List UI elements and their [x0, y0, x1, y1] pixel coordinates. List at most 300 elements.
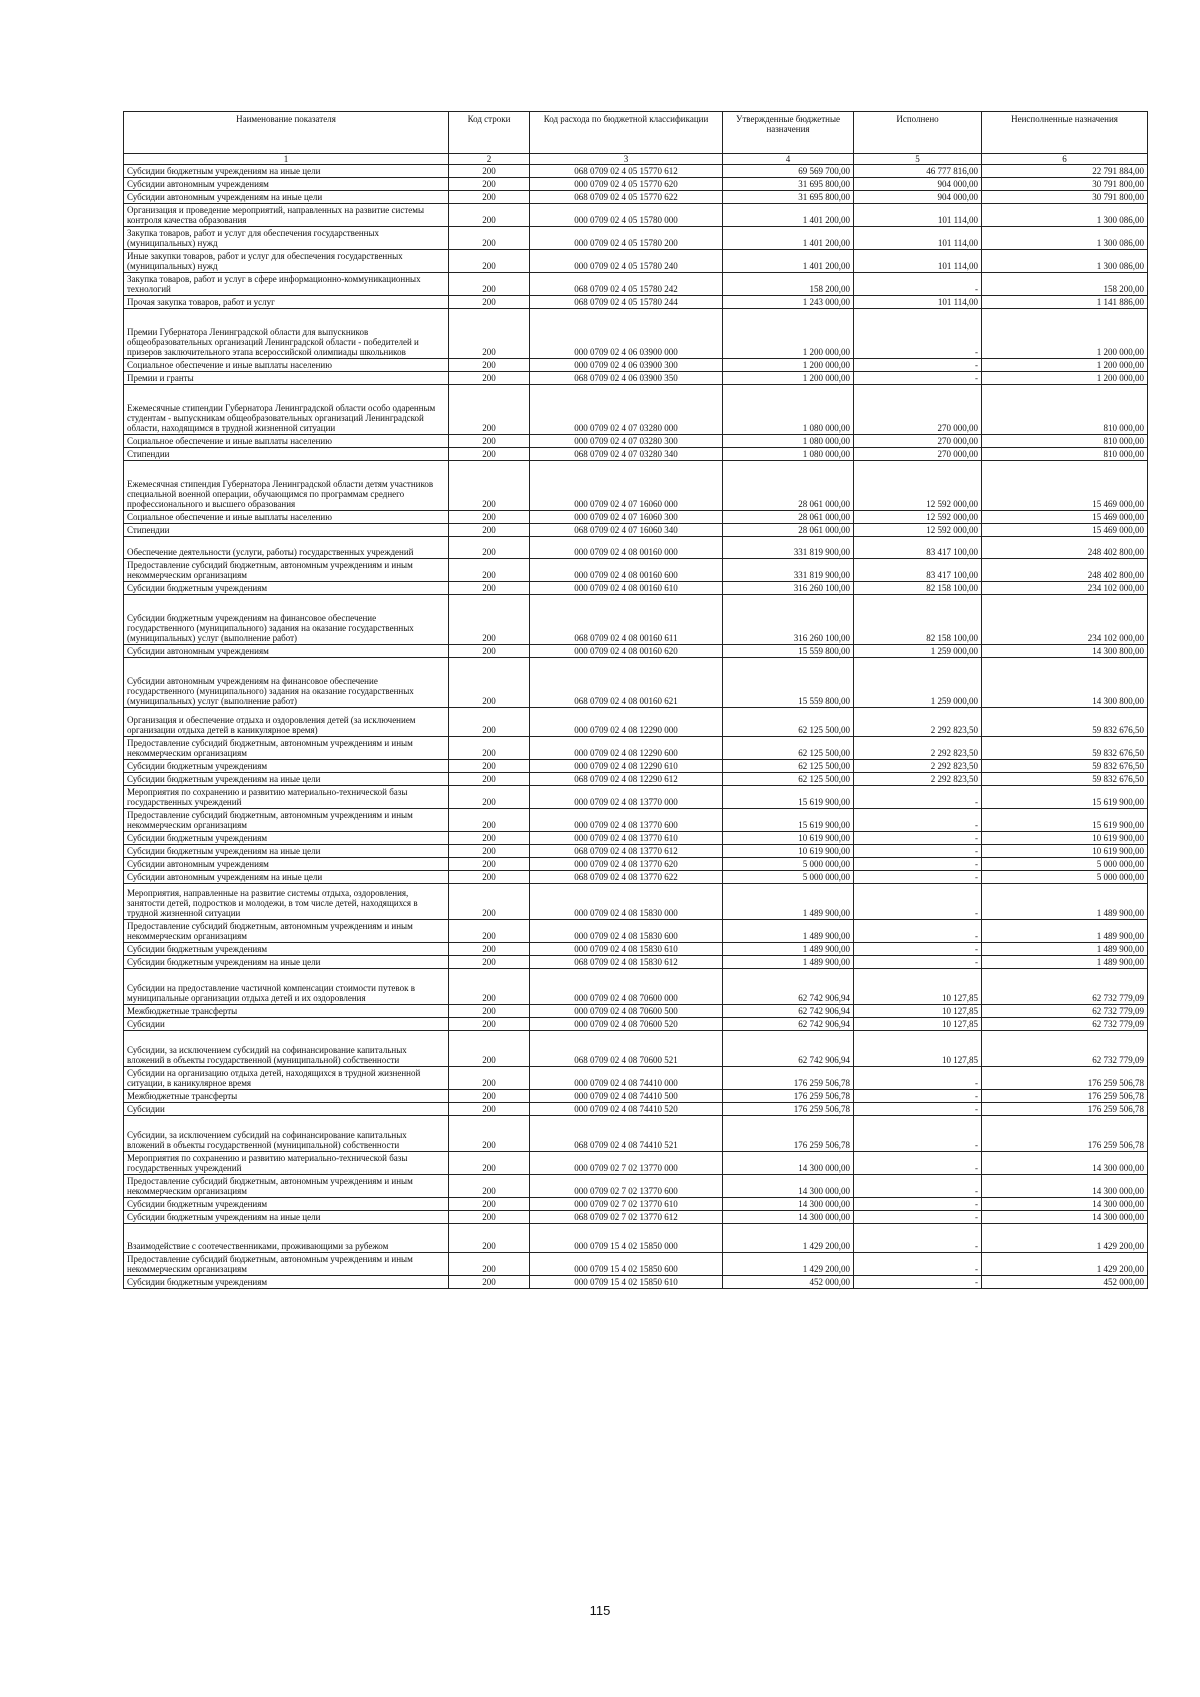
- row-name: Субсидии: [124, 1018, 449, 1031]
- row-unexecuted: 1 300 086,00: [982, 250, 1148, 273]
- table-row: [124, 191, 1148, 204]
- row-executed: -: [854, 1103, 982, 1116]
- row-line-code: 200: [449, 1103, 530, 1116]
- row-executed: 83 417 100,00: [854, 559, 982, 582]
- column-number: 5: [854, 154, 982, 165]
- row-approved: 10 619 900,00: [723, 832, 854, 845]
- row-approved: 1 200 000,00: [723, 372, 854, 385]
- row-executed: 101 114,00: [854, 250, 982, 273]
- row-kbk: 000 0709 15 4 02 15850 000: [530, 1224, 723, 1253]
- row-unexecuted: 62 732 779,09: [982, 1031, 1148, 1067]
- table-row: [124, 296, 1148, 309]
- row-approved: 62 742 906,94: [723, 1031, 854, 1067]
- row-unexecuted: 10 619 900,00: [982, 845, 1148, 858]
- table-row: [124, 559, 1148, 582]
- row-line-code: 200: [449, 809, 530, 832]
- row-kbk: 068 0709 02 4 05 15780 244: [530, 296, 723, 309]
- row-unexecuted: 176 259 506,78: [982, 1103, 1148, 1116]
- row-name: Субсидии бюджетным учреждениям: [124, 1198, 449, 1211]
- row-kbk: 068 0709 02 4 05 15770 622: [530, 191, 723, 204]
- row-line-code: 200: [449, 435, 530, 448]
- row-unexecuted: 234 102 000,00: [982, 582, 1148, 595]
- row-unexecuted: 15 469 000,00: [982, 524, 1148, 537]
- row-line-code: 200: [449, 250, 530, 273]
- row-line-code: 200: [449, 773, 530, 786]
- row-executed: -: [854, 943, 982, 956]
- row-name: Субсидии бюджетным учреждениям: [124, 1276, 449, 1289]
- row-approved: 5 000 000,00: [723, 858, 854, 871]
- row-name: Субсидии автономным учреждениям: [124, 645, 449, 658]
- row-executed: 270 000,00: [854, 448, 982, 461]
- row-name: Субсидии бюджетным учреждениям на иные цели: [124, 1211, 449, 1224]
- row-unexecuted: 234 102 000,00: [982, 595, 1148, 645]
- row-line-code: 200: [449, 884, 530, 920]
- row-approved: 62 125 500,00: [723, 737, 854, 760]
- row-approved: 62 125 500,00: [723, 773, 854, 786]
- row-name: Закупка товаров, работ и услуг для обеспечения государственных (муниципальных) нужд: [124, 227, 449, 250]
- column-header-line-code: Код строки: [449, 112, 530, 154]
- row-kbk: 068 0709 02 4 08 15830 612: [530, 956, 723, 969]
- row-line-code: 200: [449, 760, 530, 773]
- row-name: Предоставление субсидий бюджетным, автономным учреждениям и иным некоммерческим организациям: [124, 1175, 449, 1198]
- table-row: [124, 537, 1148, 559]
- row-approved: 15 619 900,00: [723, 809, 854, 832]
- row-kbk: 000 0709 02 4 05 15770 620: [530, 178, 723, 191]
- column-number: 1: [124, 154, 449, 165]
- row-executed: -: [854, 1253, 982, 1276]
- row-executed: -: [854, 1224, 982, 1253]
- row-approved: 62 742 906,94: [723, 969, 854, 1005]
- row-approved: 1 429 200,00: [723, 1253, 854, 1276]
- row-line-code: 200: [449, 1116, 530, 1152]
- table-row: [124, 448, 1148, 461]
- row-name: Мероприятия по сохранению и развитию материально-технической базы государственных учреждений: [124, 1152, 449, 1175]
- row-line-code: 200: [449, 385, 530, 435]
- row-kbk: 000 0709 02 4 08 00160 000: [530, 537, 723, 559]
- row-approved: 14 300 000,00: [723, 1152, 854, 1175]
- row-name: Организация и обеспечение отдыха и оздоровления детей (за исключением организации отдыха детей в каникулярное время): [124, 708, 449, 737]
- row-unexecuted: 59 832 676,50: [982, 773, 1148, 786]
- table-row: [124, 773, 1148, 786]
- row-executed: -: [854, 1211, 982, 1224]
- row-kbk: 000 0709 02 4 08 12290 600: [530, 737, 723, 760]
- row-name: Ежемесячная стипендия Губернатора Ленинградской области детям участников специальной военной операции, обучающимся по программам среднего профессионального и высшего образования: [124, 461, 449, 511]
- row-unexecuted: 1 200 000,00: [982, 309, 1148, 359]
- budget-execution-table: [123, 111, 1148, 1289]
- row-name: Социальное обеспечение и иные выплаты населению: [124, 359, 449, 372]
- row-line-code: 200: [449, 273, 530, 296]
- row-line-code: 200: [449, 943, 530, 956]
- table-row: [124, 1152, 1148, 1175]
- row-approved: 1 401 200,00: [723, 250, 854, 273]
- row-unexecuted: 1 200 000,00: [982, 359, 1148, 372]
- row-executed: 270 000,00: [854, 385, 982, 435]
- row-unexecuted: 15 619 900,00: [982, 786, 1148, 809]
- row-unexecuted: 14 300 000,00: [982, 1152, 1148, 1175]
- table-row: [124, 832, 1148, 845]
- row-approved: 176 259 506,78: [723, 1067, 854, 1090]
- row-approved: 1 243 000,00: [723, 296, 854, 309]
- table-row: [124, 969, 1148, 1005]
- column-header-executed: Исполнено: [854, 112, 982, 154]
- row-approved: 1 401 200,00: [723, 227, 854, 250]
- table-body: [124, 165, 1148, 1289]
- row-approved: 158 200,00: [723, 273, 854, 296]
- table-row: [124, 1103, 1148, 1116]
- row-kbk: 068 0709 02 4 07 03280 340: [530, 448, 723, 461]
- row-name: Субсидии на организацию отдыха детей, находящихся в трудной жизненной ситуации, в каникулярное время: [124, 1067, 449, 1090]
- row-approved: 10 619 900,00: [723, 845, 854, 858]
- table-row: [124, 858, 1148, 871]
- row-unexecuted: 1 489 900,00: [982, 920, 1148, 943]
- row-name: Субсидии автономным учреждениям на иные цели: [124, 191, 449, 204]
- table-row: [124, 645, 1148, 658]
- row-kbk: 000 0709 02 4 08 74410 520: [530, 1103, 723, 1116]
- row-name: Субсидии бюджетным учреждениям на иные цели: [124, 165, 449, 178]
- row-executed: 101 114,00: [854, 296, 982, 309]
- row-name: Субсидии бюджетным учреждениям: [124, 760, 449, 773]
- table-row: [124, 1018, 1148, 1031]
- row-kbk: 000 0709 02 4 08 00160 600: [530, 559, 723, 582]
- row-line-code: 200: [449, 1090, 530, 1103]
- row-unexecuted: 14 300 800,00: [982, 645, 1148, 658]
- row-approved: 316 260 100,00: [723, 582, 854, 595]
- row-kbk: 000 0709 02 4 08 15830 600: [530, 920, 723, 943]
- row-unexecuted: 1 300 086,00: [982, 204, 1148, 227]
- row-kbk: 068 0709 02 4 05 15780 242: [530, 273, 723, 296]
- table-row: [124, 359, 1148, 372]
- row-approved: 28 061 000,00: [723, 511, 854, 524]
- row-kbk: 000 0709 02 4 07 03280 000: [530, 385, 723, 435]
- row-line-code: 200: [449, 191, 530, 204]
- row-line-code: 200: [449, 559, 530, 582]
- column-header-unexecuted: Неисполненные назначения: [982, 112, 1148, 154]
- row-kbk: 068 0709 02 4 08 70600 521: [530, 1031, 723, 1067]
- row-executed: -: [854, 1175, 982, 1198]
- row-executed: 10 127,85: [854, 1031, 982, 1067]
- row-line-code: 200: [449, 359, 530, 372]
- row-approved: 1 489 900,00: [723, 956, 854, 969]
- row-line-code: 200: [449, 1152, 530, 1175]
- row-approved: 28 061 000,00: [723, 461, 854, 511]
- row-executed: 904 000,00: [854, 191, 982, 204]
- row-line-code: 200: [449, 845, 530, 858]
- row-kbk: 000 0709 02 7 02 13770 610: [530, 1198, 723, 1211]
- row-name: Субсидии автономным учреждениям: [124, 178, 449, 191]
- row-unexecuted: 59 832 676,50: [982, 760, 1148, 773]
- row-unexecuted: 14 300 000,00: [982, 1175, 1148, 1198]
- row-name: Прочая закупка товаров, работ и услуг: [124, 296, 449, 309]
- table-row: [124, 1224, 1148, 1253]
- row-name: Социальное обеспечение и иные выплаты населению: [124, 435, 449, 448]
- row-executed: -: [854, 832, 982, 845]
- row-line-code: 200: [449, 178, 530, 191]
- row-line-code: 200: [449, 296, 530, 309]
- row-executed: -: [854, 1116, 982, 1152]
- row-executed: -: [854, 1276, 982, 1289]
- row-name: Иные закупки товаров, работ и услуг для обеспечения государственных (муниципальных) нужд: [124, 250, 449, 273]
- table-row: [124, 204, 1148, 227]
- row-approved: 62 125 500,00: [723, 760, 854, 773]
- table-row: [124, 273, 1148, 296]
- row-kbk: 068 0709 02 4 08 13770 612: [530, 845, 723, 858]
- row-approved: 15 619 900,00: [723, 786, 854, 809]
- row-name: Субсидии автономным учреждениям на финансовое обеспечение государственного (муниципального) задания на оказание государственных (муниципальных) услуг (выполнение работ): [124, 658, 449, 708]
- row-line-code: 200: [449, 956, 530, 969]
- row-kbk: 000 0709 02 4 08 74410 500: [530, 1090, 723, 1103]
- row-unexecuted: 810 000,00: [982, 448, 1148, 461]
- row-unexecuted: 62 732 779,09: [982, 1018, 1148, 1031]
- row-unexecuted: 5 000 000,00: [982, 871, 1148, 884]
- row-executed: 2 292 823,50: [854, 737, 982, 760]
- row-approved: 15 559 800,00: [723, 645, 854, 658]
- table-row: [124, 845, 1148, 858]
- row-approved: 14 300 000,00: [723, 1175, 854, 1198]
- row-line-code: 200: [449, 1067, 530, 1090]
- table-header-row: [124, 112, 1148, 154]
- row-line-code: 200: [449, 658, 530, 708]
- row-approved: 31 695 800,00: [723, 191, 854, 204]
- row-unexecuted: 62 732 779,09: [982, 969, 1148, 1005]
- row-executed: -: [854, 884, 982, 920]
- page-number: 115: [589, 1603, 611, 1618]
- row-kbk: 068 0709 02 4 08 12290 612: [530, 773, 723, 786]
- row-line-code: 200: [449, 645, 530, 658]
- row-name: Организация и проведение мероприятий, направленных на развитие системы контроля качества образования: [124, 204, 449, 227]
- row-kbk: 000 0709 02 4 08 12290 610: [530, 760, 723, 773]
- row-unexecuted: 15 619 900,00: [982, 809, 1148, 832]
- table-row: [124, 385, 1148, 435]
- row-executed: -: [854, 1152, 982, 1175]
- row-kbk: 000 0709 02 4 07 16060 000: [530, 461, 723, 511]
- row-line-code: 200: [449, 595, 530, 645]
- row-approved: 316 260 100,00: [723, 595, 854, 645]
- row-line-code: 200: [449, 372, 530, 385]
- row-executed: 1 259 000,00: [854, 658, 982, 708]
- table-row: [124, 1276, 1148, 1289]
- row-line-code: 200: [449, 871, 530, 884]
- table-row: [124, 372, 1148, 385]
- row-executed: 82 158 100,00: [854, 595, 982, 645]
- row-unexecuted: 176 259 506,78: [982, 1116, 1148, 1152]
- row-kbk: 000 0709 02 4 07 16060 300: [530, 511, 723, 524]
- table-row: [124, 1005, 1148, 1018]
- row-line-code: 200: [449, 582, 530, 595]
- column-number: 4: [723, 154, 854, 165]
- row-unexecuted: 15 469 000,00: [982, 461, 1148, 511]
- column-header-kbk: Код расхода по бюджетной классификации: [530, 112, 723, 154]
- row-unexecuted: 15 469 000,00: [982, 511, 1148, 524]
- row-executed: 101 114,00: [854, 204, 982, 227]
- row-unexecuted: 62 732 779,09: [982, 1005, 1148, 1018]
- row-executed: 12 592 000,00: [854, 511, 982, 524]
- row-unexecuted: 176 259 506,78: [982, 1067, 1148, 1090]
- row-kbk: 000 0709 02 4 08 13770 600: [530, 809, 723, 832]
- row-name: Предоставление субсидий бюджетным, автономным учреждениям и иным некоммерческим организациям: [124, 1253, 449, 1276]
- row-unexecuted: 1 489 900,00: [982, 943, 1148, 956]
- row-name: Субсидии, за исключением субсидий на софинансирование капитальных вложений в объекты государственной (муниципальной) собственности: [124, 1031, 449, 1067]
- row-executed: 1 259 000,00: [854, 645, 982, 658]
- table-row: [124, 1116, 1148, 1152]
- row-name: Предоставление субсидий бюджетным, автономным учреждениям и иным некоммерческим организациям: [124, 809, 449, 832]
- row-line-code: 200: [449, 524, 530, 537]
- column-number: 2: [449, 154, 530, 165]
- row-executed: -: [854, 809, 982, 832]
- row-approved: 1 489 900,00: [723, 920, 854, 943]
- table-row: [124, 1253, 1148, 1276]
- row-approved: 62 125 500,00: [723, 708, 854, 737]
- table-row: [124, 461, 1148, 511]
- row-approved: 31 695 800,00: [723, 178, 854, 191]
- row-name: Субсидии бюджетным учреждениям на иные цели: [124, 956, 449, 969]
- row-kbk: 000 0709 02 4 08 00160 610: [530, 582, 723, 595]
- row-kbk: 000 0709 02 4 08 15830 000: [530, 884, 723, 920]
- row-executed: -: [854, 845, 982, 858]
- row-executed: -: [854, 956, 982, 969]
- row-kbk: 000 0709 02 4 07 03280 300: [530, 435, 723, 448]
- row-executed: -: [854, 273, 982, 296]
- row-name: Субсидии: [124, 1103, 449, 1116]
- row-line-code: 200: [449, 1198, 530, 1211]
- row-unexecuted: 158 200,00: [982, 273, 1148, 296]
- row-unexecuted: 10 619 900,00: [982, 832, 1148, 845]
- row-line-code: 200: [449, 1211, 530, 1224]
- row-unexecuted: 1 429 200,00: [982, 1224, 1148, 1253]
- row-executed: -: [854, 359, 982, 372]
- row-name: Субсидии автономным учреждениям: [124, 858, 449, 871]
- row-kbk: 000 0709 02 4 08 15830 610: [530, 943, 723, 956]
- row-name: Предоставление субсидий бюджетным, автономным учреждениям и иным некоммерческим организациям: [124, 559, 449, 582]
- table-row: [124, 809, 1148, 832]
- row-kbk: 068 0709 02 7 02 13770 612: [530, 1211, 723, 1224]
- row-name: Субсидии бюджетным учреждениям: [124, 582, 449, 595]
- column-header-name: Наименование показателя: [124, 112, 449, 154]
- row-name: Предоставление субсидий бюджетным, автономным учреждениям и иным некоммерческим организациям: [124, 920, 449, 943]
- row-name: Закупка товаров, работ и услуг в сфере информационно-коммуникационных технологий: [124, 273, 449, 296]
- row-kbk: 068 0709 02 4 06 03900 350: [530, 372, 723, 385]
- row-executed: 2 292 823,50: [854, 760, 982, 773]
- row-approved: 69 569 700,00: [723, 165, 854, 178]
- table-row: [124, 511, 1148, 524]
- row-approved: 1 200 000,00: [723, 309, 854, 359]
- row-name: Обеспечение деятельности (услуги, работы) государственных учреждений: [124, 537, 449, 559]
- row-approved: 331 819 900,00: [723, 559, 854, 582]
- row-unexecuted: 1 300 086,00: [982, 227, 1148, 250]
- row-approved: 5 000 000,00: [723, 871, 854, 884]
- row-approved: 1 429 200,00: [723, 1224, 854, 1253]
- row-executed: 2 292 823,50: [854, 708, 982, 737]
- table-row: [124, 871, 1148, 884]
- row-unexecuted: 14 300 000,00: [982, 1211, 1148, 1224]
- row-name: Субсидии бюджетным учреждениям: [124, 832, 449, 845]
- row-kbk: 000 0709 15 4 02 15850 610: [530, 1276, 723, 1289]
- table-column-numbers-row: [124, 154, 1148, 165]
- row-unexecuted: 248 402 800,00: [982, 559, 1148, 582]
- row-approved: 1 489 900,00: [723, 943, 854, 956]
- row-line-code: 200: [449, 461, 530, 511]
- row-kbk: 000 0709 02 4 06 03900 000: [530, 309, 723, 359]
- table-row: [124, 165, 1148, 178]
- row-line-code: 200: [449, 1175, 530, 1198]
- row-name: Субсидии бюджетным учреждениям: [124, 943, 449, 956]
- row-executed: 101 114,00: [854, 227, 982, 250]
- row-approved: 331 819 900,00: [723, 537, 854, 559]
- row-unexecuted: 59 832 676,50: [982, 708, 1148, 737]
- row-unexecuted: 59 832 676,50: [982, 737, 1148, 760]
- row-line-code: 200: [449, 1005, 530, 1018]
- row-approved: 452 000,00: [723, 1276, 854, 1289]
- row-approved: 62 742 906,94: [723, 1018, 854, 1031]
- row-unexecuted: 1 141 886,00: [982, 296, 1148, 309]
- row-executed: 12 592 000,00: [854, 461, 982, 511]
- row-executed: 2 292 823,50: [854, 773, 982, 786]
- row-line-code: 200: [449, 1018, 530, 1031]
- row-name: Стипендии: [124, 524, 449, 537]
- row-line-code: 200: [449, 920, 530, 943]
- row-unexecuted: 14 300 800,00: [982, 658, 1148, 708]
- table-row: [124, 1067, 1148, 1090]
- table-row: [124, 1211, 1148, 1224]
- row-approved: 176 259 506,78: [723, 1103, 854, 1116]
- row-kbk: 000 0709 02 7 02 13770 600: [530, 1175, 723, 1198]
- row-line-code: 200: [449, 858, 530, 871]
- row-approved: 1 080 000,00: [723, 435, 854, 448]
- table-row: [124, 943, 1148, 956]
- row-line-code: 200: [449, 969, 530, 1005]
- row-executed: -: [854, 309, 982, 359]
- row-approved: 14 300 000,00: [723, 1211, 854, 1224]
- table-row: [124, 786, 1148, 809]
- row-unexecuted: 1 489 900,00: [982, 956, 1148, 969]
- row-approved: 1 489 900,00: [723, 884, 854, 920]
- row-name: Субсидии автономным учреждениям на иные цели: [124, 871, 449, 884]
- row-unexecuted: 810 000,00: [982, 385, 1148, 435]
- row-approved: 14 300 000,00: [723, 1198, 854, 1211]
- row-kbk: 068 0709 02 4 05 15770 612: [530, 165, 723, 178]
- table-row: [124, 178, 1148, 191]
- row-kbk: 068 0709 02 4 07 16060 340: [530, 524, 723, 537]
- row-approved: 176 259 506,78: [723, 1116, 854, 1152]
- row-unexecuted: 22 791 884,00: [982, 165, 1148, 178]
- row-kbk: 000 0709 02 7 02 13770 000: [530, 1152, 723, 1175]
- row-kbk: 000 0709 02 4 08 13770 610: [530, 832, 723, 845]
- row-kbk: 000 0709 02 4 08 13770 000: [530, 786, 723, 809]
- row-name: Взаимодействие с соотечественниками, проживающими за рубежом: [124, 1224, 449, 1253]
- table-row: [124, 884, 1148, 920]
- row-name: Мероприятия, направленные на развитие системы отдыха, оздоровления, занятости детей, подростков и молодежи, в том числе детей, находящихся в трудной жизненной ситуации: [124, 884, 449, 920]
- row-unexecuted: 30 791 800,00: [982, 178, 1148, 191]
- row-name: Стипендии: [124, 448, 449, 461]
- row-name: Социальное обеспечение и иные выплаты населению: [124, 511, 449, 524]
- row-line-code: 200: [449, 165, 530, 178]
- row-name: Субсидии, за исключением субсидий на софинансирование капитальных вложений в объекты государственной (муниципальной) собственности: [124, 1116, 449, 1152]
- row-line-code: 200: [449, 832, 530, 845]
- row-unexecuted: 452 000,00: [982, 1276, 1148, 1289]
- row-unexecuted: 1 429 200,00: [982, 1253, 1148, 1276]
- row-approved: 1 080 000,00: [723, 448, 854, 461]
- column-number: 6: [982, 154, 1148, 165]
- table-row: [124, 760, 1148, 773]
- row-name: Ежемесячные стипендии Губернатора Ленинградской области особо одаренным студентам - выпускникам общеобразовательных организаций Ленинградской области, находящимся в трудной жизненной ситуации: [124, 385, 449, 435]
- row-name: Субсидии бюджетным учреждениям на финансовое обеспечение государственного (муниципального) задания на оказание государственных (муниципальных) услуг (выполнение работ): [124, 595, 449, 645]
- row-approved: 15 559 800,00: [723, 658, 854, 708]
- row-executed: -: [854, 1067, 982, 1090]
- table-row: [124, 708, 1148, 737]
- row-name: Межбюджетные трансферты: [124, 1090, 449, 1103]
- row-kbk: 000 0709 02 4 05 15780 240: [530, 250, 723, 273]
- row-executed: -: [854, 786, 982, 809]
- row-executed: 83 417 100,00: [854, 537, 982, 559]
